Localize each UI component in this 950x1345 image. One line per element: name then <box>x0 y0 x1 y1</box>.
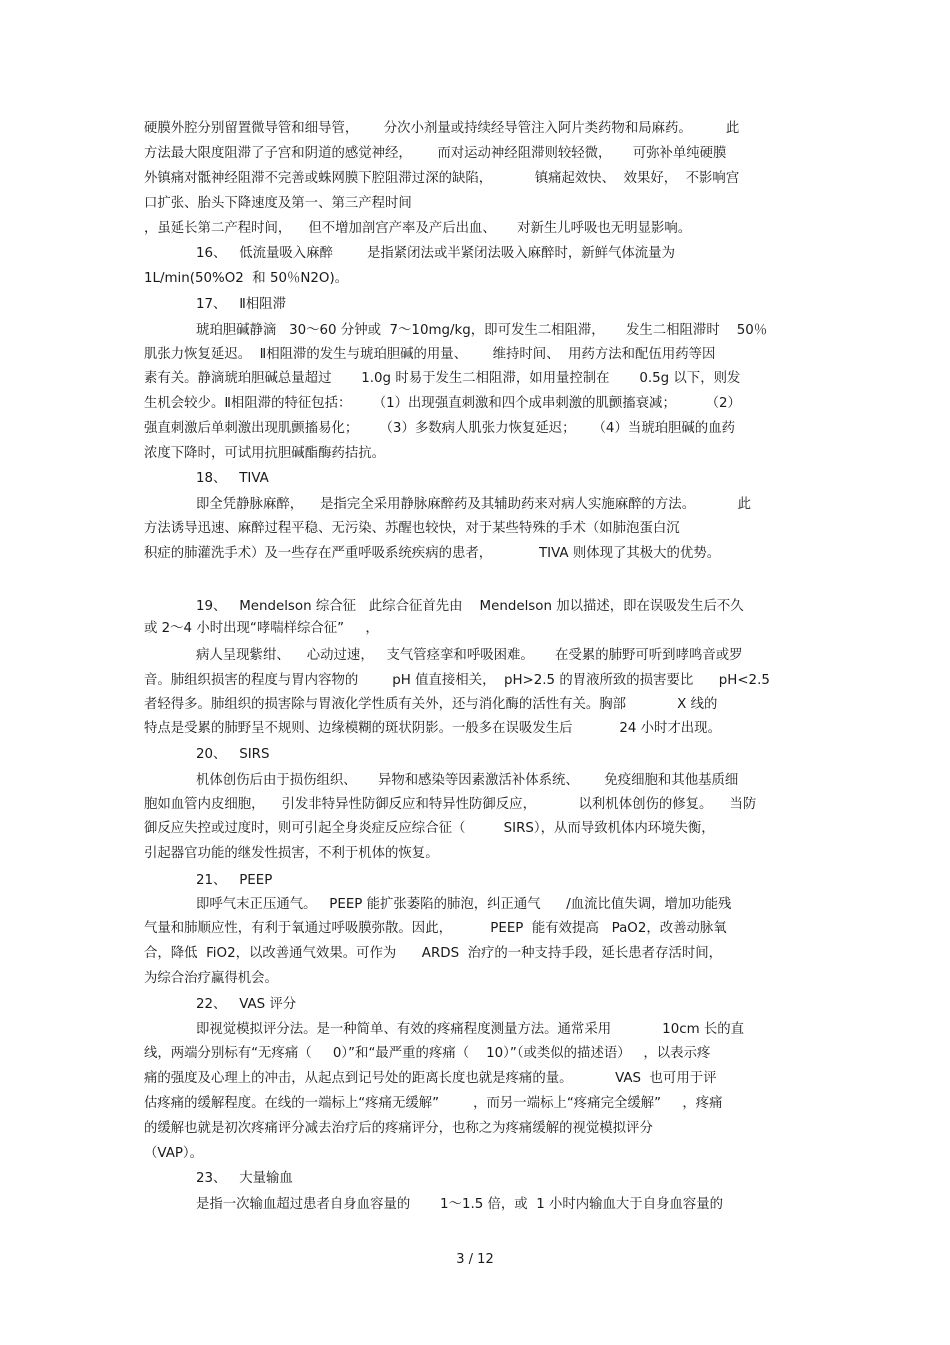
text-line: 肌张力恢复延迟。 Ⅱ相阻滞的发生与琥珀胆碱的用量、 维持时间、 用药方法和配伍用药等因 <box>144 347 716 362</box>
text-line: 者轻得多。肺组织的损害除与胃液化学性质有关外，还与消化酶的活性有关。胸部 X 线的 <box>144 697 718 712</box>
section-heading: 17、 Ⅱ相阻滞 <box>196 297 286 312</box>
text-line: 积症的肺灌洗手术）及一些存在严重呼吸系统疾病的患者， TIVA 则体现了其极大的优势。 <box>144 546 721 561</box>
text-line: 估疼痛的缓解程度。在线的一端标上“疼痛无缓解” ，而另一端标上“疼痛完全缓解” ，疼痛 <box>144 1096 723 1111</box>
text-line: 强直刺激后单刺激出现肌颤搐易化； （3）多数病人肌张力恢复延迟； （4）当琥珀胆碱的血药 <box>144 421 735 436</box>
text-line: 素有关。静滴琥珀胆碱总量超过 1.0g 时易于发生二相阻滞，如用量控制在 0.5g 以下，则发 <box>144 371 741 386</box>
text-line: 是指一次输血超过患者自身血容量的 1～1.5 倍，或 1 小时内输血大于自身血容量的 <box>196 1197 724 1212</box>
text-line: 病人呈现紫绀、 心动过速， 支气管痉挛和呼吸困难。 在受累的肺野可听到哮鸣音或罗 <box>196 648 743 663</box>
text-line: ，虽延长第二产程时间， 但不增加剖宫产率及产后出血、 对新生儿呼吸也无明显影响。 <box>144 221 692 236</box>
text-line: 线，两端分别标有“无疼痛（ 0）”和“最严重的疼痛（ 10）”（或类似的描述语） ，以表示疼 <box>144 1046 711 1061</box>
section-heading: 19、 Mendelson 综合征 此综合征首先由 Mendelson 加以描述，即在误吸发生后不久 <box>196 599 744 614</box>
text-line: 合，降低 FiO2，以改善通气效果。可作为 ARDS 治疗的一种支持手段，延长患者存活时间， <box>144 946 723 961</box>
text-line: 的缓解也就是初次疼痛评分减去治疗后的疼痛评分，也称之为疼痛缓解的视觉模拟评分 <box>144 1121 653 1136</box>
text-line: 生机会较少。Ⅱ相阻滞的特征包括： （1）出现强直刺激和四个成串刺激的肌颤搐衰减； （2） <box>144 396 741 411</box>
text-line: （VAP）。 <box>144 1146 204 1161</box>
section-heading: 16、 低流量吸入麻醉 是指紧闭法或半紧闭法吸入麻醉时，新鲜气体流量为 <box>196 246 675 261</box>
section-heading: 21、 PEEP <box>196 873 273 888</box>
text-line: 口扩张、胎头下降速度及第一、第三产程时间 <box>144 196 412 211</box>
text-line: 浓度下降时，可试用抗胆碱酯酶药拮抗。 <box>144 446 386 461</box>
text-line: 胞如血管内皮细胞， 引发非特异性防御反应和特异性防御反应， 以利机体创伤的修复。 当防 <box>144 797 757 812</box>
text-line: 方法最大限度阻滞了子宫和阴道的感觉神经， 而对运动神经阻滞则较轻微， 可弥补单纯硬膜 <box>144 146 727 161</box>
text-line: 即视觉模拟评分法。是一种简单、有效的疼痛程度测量方法。通常采用 10cm 长的直 <box>196 1022 745 1037</box>
text-line: 琥珀胆碱静滴 30～60 分钟或 7～10mg/kg，即可发生二相阻滞， 发生二相阻滞时 50％ <box>196 323 768 338</box>
text-line: 机体创伤后由于损伤组织、 异物和感染等因素激活补体系统、 免疫细胞和其他基质细 <box>196 773 739 788</box>
text-line: 或 2～4 小时出现“哮喘样综合征” ， <box>144 621 379 636</box>
text-line: 为综合治疗赢得机会。 <box>144 971 278 986</box>
text-line: 外镇痛对骶神经阻滞不完善或蛛网膜下腔阻滞过深的缺陷， 镇痛起效快、 效果好， 不影响宫 <box>144 171 740 186</box>
section-heading: 22、 VAS 评分 <box>196 997 297 1012</box>
text-line: 引起器官功能的继发性损害，不利于机体的恢复。 <box>144 846 439 861</box>
text-line: 硬膜外腔分别留置微导管和细导管， 分次小剂量或持续经导管注入阿片类药物和局麻药。 此 <box>144 121 740 136</box>
section-heading: 18、 TIVA <box>196 471 269 486</box>
text-line: 御反应失控或过度时，则可引起全身炎症反应综合征（ SIRS），从而导致机体内环境失衡， <box>144 821 715 836</box>
text-line: 即呼气末正压通气。 PEEP 能扩张萎陷的肺泡，纠正通气 /血流比值失调，增加功能残 <box>196 897 732 912</box>
text-line: 音。肺组织损害的程度与胃内容物的 pH 值直接相关， pH>2.5 的胃液所致的损害要比 pH<2.5 <box>144 673 770 688</box>
section-heading: 20、 SIRS <box>196 747 270 762</box>
text-line: 即全凭静脉麻醉， 是指完全采用静脉麻醉药及其辅助药来对病人实施麻醉的方法。 此 <box>196 497 752 512</box>
text-line: 方法诱导迅速、麻醉过程平稳、无污染、苏醒也较快，对于某些特殊的手术（如肺泡蛋白沉 <box>144 521 680 536</box>
text-line: 气量和肺顺应性，有利于氧通过呼吸膜弥散。因此， PEEP 能有效提高 PaO2，改善动脉氧 <box>144 921 727 936</box>
text-line: 特点是受累的肺野呈不规则、边缘模糊的斑状阴影。一般多在误吸发生后 24 小时才出现。 <box>144 721 721 736</box>
section-heading: 23、 大量输血 <box>196 1171 293 1186</box>
text-line: 痛的强度及心理上的冲击，从起点到记号处的距离长度也就是疼痛的量。 VAS 也可用于评 <box>144 1071 717 1086</box>
text-line: 1L/min(50%O2 和 50％N2O)。 <box>144 271 349 286</box>
page-number: 3 / 12 <box>456 1252 494 1267</box>
